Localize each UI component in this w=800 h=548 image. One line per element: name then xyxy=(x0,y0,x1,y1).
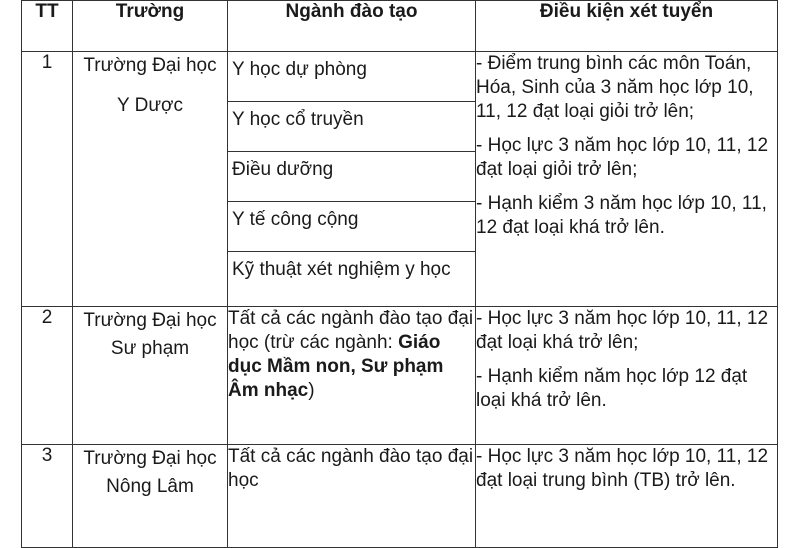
conditions-cell xyxy=(476,445,778,548)
header-tt: TT xyxy=(22,1,73,52)
major-cell: Tất cả các ngành đào tạo đại học xyxy=(228,445,476,548)
row-number: 1 xyxy=(22,52,73,307)
condition-item: - Điểm trung bình các môn Toán, Hóa, Sinh của 3 năm học lớp 10, 11, 12 đạt loại giỏi trở lên; xyxy=(476,53,754,122)
condition-item: - Hạnh kiểm 3 năm học lớp 10, 11, 12 đạt loại khá trở lên. xyxy=(476,193,767,238)
excluded-majors: Giáo dục Mầm non, Sư phạm Âm nhạc xyxy=(228,332,444,401)
admissions-table xyxy=(21,0,778,548)
conditions-cell xyxy=(476,52,778,307)
conditions-cell xyxy=(476,307,778,445)
header-row xyxy=(22,1,778,52)
school-name-line2: Sư phạm xyxy=(110,338,190,359)
major-item: Y tế công cộng xyxy=(228,202,475,252)
table-row xyxy=(22,52,778,307)
school-name xyxy=(73,52,228,307)
major-cell xyxy=(228,307,476,445)
major-text-end: ) xyxy=(308,380,315,401)
header-condition: Điều kiện xét tuyển xyxy=(476,1,778,52)
school-name-line1: Trường Đại học xyxy=(83,448,217,469)
school-name-line2: Nông Lâm xyxy=(106,476,194,497)
table-row xyxy=(22,445,778,548)
row-number: 3 xyxy=(22,445,73,548)
condition-item: - Học lực 3 năm học lớp 10, 11, 12 đạt loại khá trở lên; xyxy=(476,308,769,353)
condition-item: - Học lực 3 năm học lớp 10, 11, 12 đạt loại trung bình (TB) trở lên. xyxy=(476,446,769,491)
header-school: Trường xyxy=(73,1,228,52)
school-name xyxy=(73,445,228,548)
major-item: Kỹ thuật xét nghiệm y học xyxy=(232,259,451,280)
school-name-line2: Y Dược xyxy=(116,95,183,116)
condition-item: - Học lực 3 năm học lớp 10, 11, 12 đạt loại giỏi trở lên; xyxy=(476,135,769,180)
header-major: Ngành đào tạo xyxy=(228,1,476,52)
major-text: Tất cả các ngành đào tạo đại học (trừ các ngành: xyxy=(228,308,474,353)
major-item: Y học cổ truyền xyxy=(228,102,475,152)
school-name-line1: Trường Đại học xyxy=(83,310,217,331)
condition-item: - Hạnh kiểm năm học lớp 12 đạt loại khá trở lên. xyxy=(476,366,748,411)
majors-list xyxy=(228,52,476,307)
school-name-line1: Trường Đại học xyxy=(83,55,217,76)
row-number: 2 xyxy=(22,307,73,445)
major-item: Điều dưỡng xyxy=(228,152,475,202)
major-item: Y học dự phòng xyxy=(228,52,475,102)
table-row xyxy=(22,307,778,445)
school-name xyxy=(73,307,228,445)
